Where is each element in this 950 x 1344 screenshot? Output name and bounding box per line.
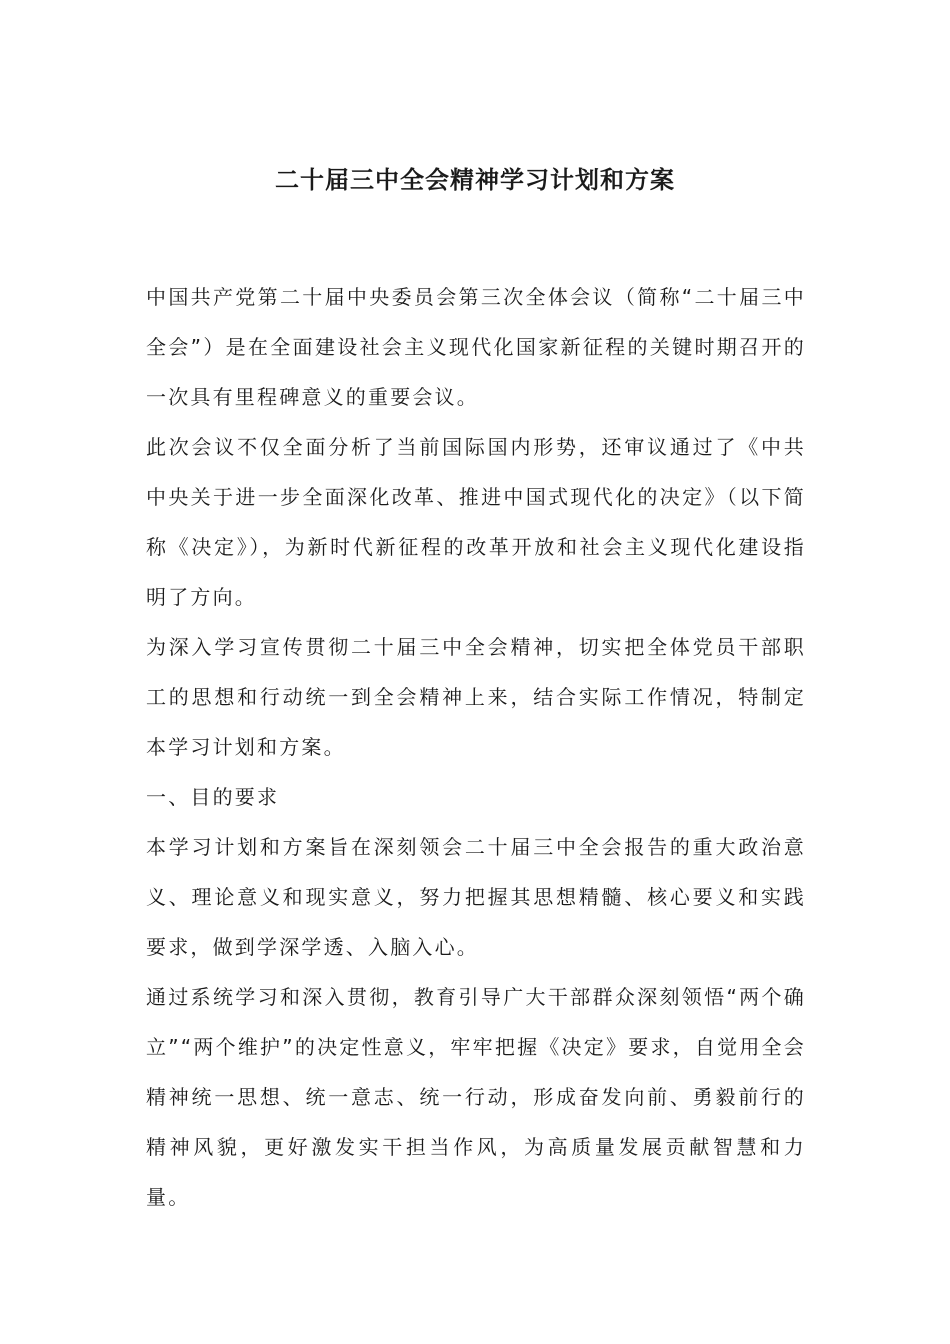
document-title: 二十届三中全会精神学习计划和方案 xyxy=(275,166,675,194)
paragraph-goals: 本学习计划和方案旨在深刻领会二十届三中全会报告的重大政治意义、理论意义和现实意义，努力把握其思想精髓、核心要义和实践要求，做到学深学透、入脑入心。 xyxy=(146,835,806,959)
paragraph-purpose: 为深入学习宣传贯彻二十届三中全会精神，切实把全体党员干部职工的思想和行动统一到全会精神上来，结合实际工作情况，特制定本学习计划和方案。 xyxy=(146,635,806,759)
section-heading-goals: 一、目的要求 xyxy=(146,785,280,809)
paragraph-decision: 此次会议不仅全面分析了当前国际国内形势，还审议通过了《中共中央关于进一步全面深化改革、推进中国式现代化的决定》（以下简称《决定》），为新时代新征程的改革开放和社会主义现代化建设指明了方向。 xyxy=(146,435,806,609)
document-body xyxy=(146,272,806,1222)
paragraph-implementation: 通过系统学习和深入贯彻，教育引导广大干部群众深刻领悟“两个确立”“两个维护”的决定性意义，牢牢把握《决定》要求，自觉用全会精神统一思想、统一意志、统一行动，形成奋发向前、勇毅前行的精神风貌，更好激发实干担当作风，为高质量发展贡献智慧和力量。 xyxy=(146,985,806,1209)
paragraph-intro: 中国共产党第二十届中央委员会第三次全体会议（简称“二十届三中全会”）是在全面建设社会主义现代化国家新征程的关键时期召开的一次具有里程碑意义的重要会议。 xyxy=(146,285,806,409)
